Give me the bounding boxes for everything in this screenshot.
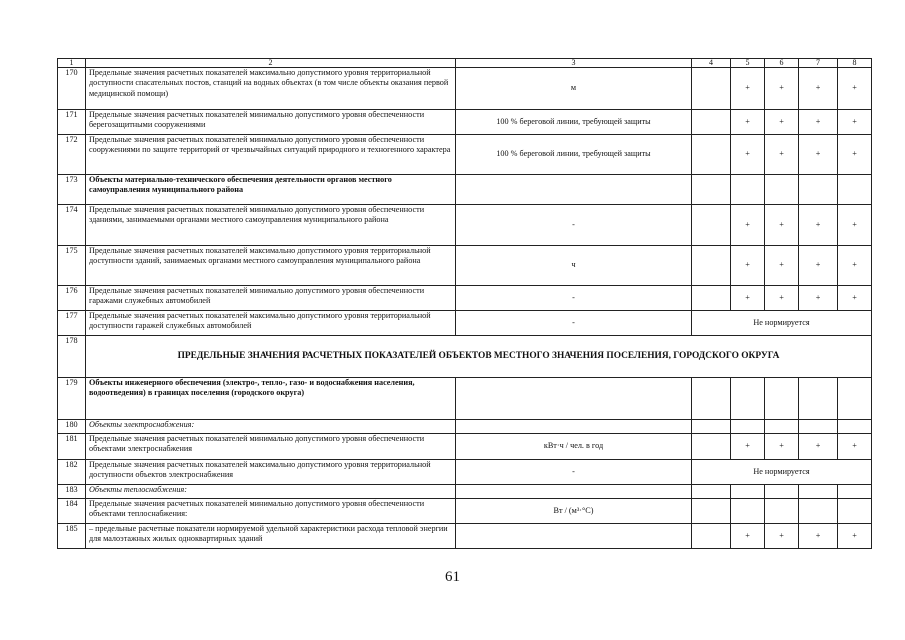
table-row (58, 499, 872, 524)
plus-mark: + (731, 434, 765, 460)
empty-cell (731, 420, 765, 434)
empty-cell (838, 485, 872, 499)
empty-cell (692, 378, 731, 420)
empty-cell (765, 499, 799, 524)
empty-cell (731, 378, 765, 420)
column-header: 7 (799, 59, 838, 68)
indicator-text: Предельные значения расчетных показателей минимально допустимого уровня обеспеченности берегозащитными сооружениями (86, 110, 456, 135)
empty-cell (456, 175, 692, 205)
plus-mark: + (799, 68, 838, 110)
unit-cell: - (456, 205, 692, 246)
indicator-text: Предельные значения расчетных показателей минимально допустимого уровня обеспеченности гаражами служебных автомобилей (86, 286, 456, 311)
plus-mark: + (731, 135, 765, 175)
row-number: 180 (58, 420, 86, 434)
unit-cell: - (456, 460, 692, 485)
row-number: 185 (58, 524, 86, 549)
row-number: 176 (58, 286, 86, 311)
plus-mark: + (799, 110, 838, 135)
norms-table (57, 58, 872, 549)
unit-cell: 100 % береговой линии, требующей защиты (456, 135, 692, 175)
unit-cell: 100 % береговой линии, требующей защиты (456, 110, 692, 135)
unit-cell: - (456, 286, 692, 311)
plus-mark: + (838, 205, 872, 246)
table-row (58, 460, 872, 485)
row-number: 183 (58, 485, 86, 499)
table-row (58, 311, 872, 336)
empty-cell (838, 420, 872, 434)
plus-mark: + (731, 110, 765, 135)
row-number: 175 (58, 246, 86, 286)
table-row (58, 420, 872, 434)
table-row (58, 205, 872, 246)
empty-cell (692, 524, 731, 549)
row-number: 177 (58, 311, 86, 336)
plus-mark: + (799, 205, 838, 246)
empty-cell (765, 485, 799, 499)
column-header: 6 (765, 59, 799, 68)
indicator-text: Предельные значения расчетных показателей минимально допустимого уровня обеспеченности объектами теплоснабжения: (86, 499, 456, 524)
empty-cell (838, 175, 872, 205)
table-row (58, 524, 872, 549)
empty-cell (692, 286, 731, 311)
indicator-text: Предельные значения расчетных показателей максимально допустимого уровня территориальной доступности зданий, занимаемых органами местного самоуправления муниципального района (86, 246, 456, 286)
indicator-text: Предельные значения расчетных показателей максимально допустимого уровня территориальной доступности спасательных постов, станций на водных объектах (в том числе объекты оказания первой медицинской помощи) (86, 68, 456, 110)
empty-cell (765, 378, 799, 420)
plus-mark: + (838, 434, 872, 460)
empty-cell (456, 485, 692, 499)
row-number: 173 (58, 175, 86, 205)
column-numbers-row (58, 59, 872, 68)
plus-mark: + (731, 68, 765, 110)
table-row (58, 336, 872, 378)
row-number: 174 (58, 205, 86, 246)
empty-cell (731, 499, 765, 524)
empty-cell (765, 420, 799, 434)
unit-cell: - (456, 311, 692, 336)
plus-mark: + (765, 68, 799, 110)
indicator-text: Предельные значения расчетных показателей максимально допустимого уровня территориальной доступности объектов электроснабжения (86, 460, 456, 485)
plus-mark: + (799, 286, 838, 311)
indicator-text: Предельные значения расчетных показателей минимально допустимого уровня обеспеченности сооружениями по защите территорий от чрезвычайных ситуаций природного и техногенного характера (86, 135, 456, 175)
row-number: 178 (58, 336, 86, 378)
not-regulated-note: Не нормируется (692, 311, 872, 336)
empty-cell (456, 420, 692, 434)
table-row (58, 135, 872, 175)
plus-mark: + (838, 110, 872, 135)
row-number: 181 (58, 434, 86, 460)
unit-cell (456, 524, 692, 549)
empty-cell (692, 499, 731, 524)
unit-cell: Вт / (м³·°С) (456, 499, 692, 524)
plus-mark: + (838, 135, 872, 175)
plus-mark: + (838, 524, 872, 549)
plus-mark: + (799, 524, 838, 549)
empty-cell (838, 499, 872, 524)
empty-cell (692, 205, 731, 246)
row-number: 170 (58, 68, 86, 110)
page-number: 61 (445, 569, 460, 585)
plus-mark: + (731, 286, 765, 311)
empty-cell (799, 485, 838, 499)
table-row (58, 434, 872, 460)
empty-cell (692, 135, 731, 175)
not-regulated-note: Не нормируется (692, 460, 872, 485)
indicator-text: Предельные значения расчетных показателей максимально допустимого уровня территориальной доступности гаражей служебных автомобилей (86, 311, 456, 336)
plus-mark: + (799, 246, 838, 286)
empty-cell (731, 175, 765, 205)
plus-mark: + (731, 205, 765, 246)
unit-cell: м (456, 68, 692, 110)
plus-mark: + (765, 286, 799, 311)
indicator-text: Предельные значения расчетных показателей минимально допустимого уровня обеспеченности объектами электроснабжения (86, 434, 456, 460)
table-row (58, 485, 872, 499)
plus-mark: + (765, 110, 799, 135)
row-number: 184 (58, 499, 86, 524)
table-row (58, 110, 872, 135)
row-number: 182 (58, 460, 86, 485)
empty-cell (692, 246, 731, 286)
table-row (58, 378, 872, 420)
column-header: 4 (692, 59, 731, 68)
empty-cell (799, 420, 838, 434)
column-header: 3 (456, 59, 692, 68)
plus-mark: + (731, 524, 765, 549)
table-row (58, 175, 872, 205)
plus-mark: + (765, 135, 799, 175)
plus-mark: + (731, 246, 765, 286)
plus-mark: + (765, 246, 799, 286)
column-header: 2 (86, 59, 456, 68)
row-number: 179 (58, 378, 86, 420)
unit-cell: ч (456, 246, 692, 286)
plus-mark: + (799, 434, 838, 460)
empty-cell (799, 175, 838, 205)
plus-mark: + (838, 246, 872, 286)
empty-cell (692, 420, 731, 434)
empty-cell (692, 110, 731, 135)
row-number: 172 (58, 135, 86, 175)
empty-cell (692, 434, 731, 460)
table-row (58, 246, 872, 286)
column-header: 8 (838, 59, 872, 68)
plus-mark: + (765, 205, 799, 246)
category-heading: Объекты материально-технического обеспечения деятельности органов местного самоуправления муниципального района (86, 175, 456, 205)
empty-cell (731, 485, 765, 499)
empty-cell (692, 485, 731, 499)
column-header: 1 (58, 59, 86, 68)
subcategory-heading: Объекты электроснабжения: (86, 420, 456, 434)
row-number: 171 (58, 110, 86, 135)
table-row (58, 286, 872, 311)
subcategory-heading: Объекты теплоснабжения: (86, 485, 456, 499)
plus-mark: + (765, 434, 799, 460)
plus-mark: + (838, 68, 872, 110)
column-header: 5 (731, 59, 765, 68)
plus-mark: + (799, 135, 838, 175)
table-row (58, 68, 872, 110)
empty-cell (765, 175, 799, 205)
indicator-text: – предельные расчетные показатели нормируемой удельной характеристики расхода тепловой энергии для малоэтажных жилых одноквартирных зданий (86, 524, 456, 549)
indicator-text: Предельные значения расчетных показателей минимально допустимого уровня обеспеченности зданиями, занимаемыми органами местного самоуправления муниципального района (86, 205, 456, 246)
empty-cell (799, 499, 838, 524)
plus-mark: + (838, 286, 872, 311)
empty-cell (692, 68, 731, 110)
empty-cell (799, 378, 838, 420)
plus-mark: + (765, 524, 799, 549)
unit-cell: кВт·ч / чел. в год (456, 434, 692, 460)
empty-cell (838, 378, 872, 420)
section-heading: ПРЕДЕЛЬНЫЕ ЗНАЧЕНИЯ РАСЧЕТНЫХ ПОКАЗАТЕЛЕЙ ОБЪЕКТОВ МЕСТНОГО ЗНАЧЕНИЯ ПОСЕЛЕНИЯ, ГОРОДСКОГО ОКРУГА (86, 336, 872, 378)
empty-cell (456, 378, 692, 420)
empty-cell (692, 175, 731, 205)
category-heading: Объекты инженерного обеспечения (электро-, тепло-, газо- и водоснабжения населения, водоотведения) в границах поселения (городского округа) (86, 378, 456, 420)
